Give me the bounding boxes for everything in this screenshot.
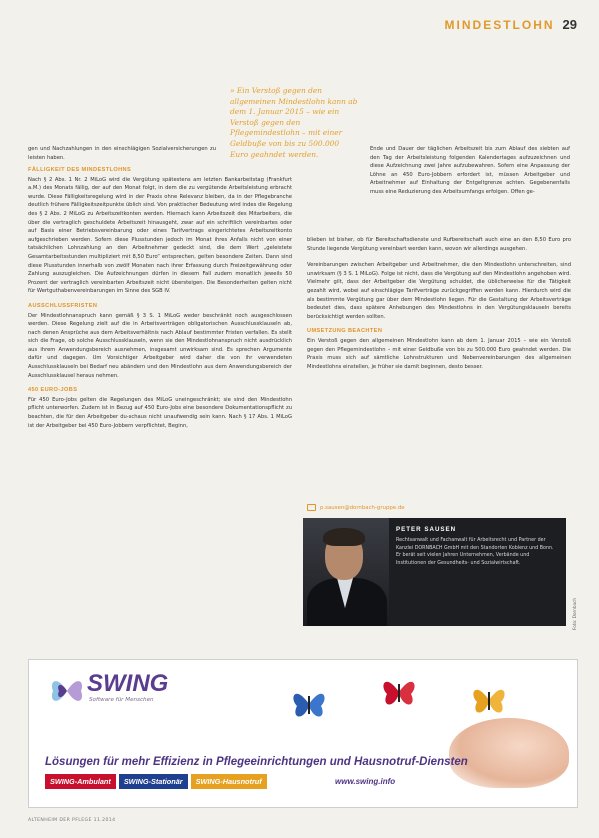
paragraph: gen und Nachzahlungen in den einschlägigen Sozialversicherungen zu leisten haben. (28, 146, 216, 161)
paragraph: Für 450 Euro-Jobs gelten die Regelungen des MiLoG uneingeschränkt; sie sind den Mindestlohn pflicht unterworfen. Zudem ist in Bezug auf 450 Euro-Jobs eine besondere Dokumentationspflicht zu beachten, die für den Arbeitgeber du-schaus nicht unaufwendig sein kann. Nach § 17 Abs. 1 MiLoG ist der Arbeitgeber bei 450 Euro-Jobbern verpflichtet, Beginn, (28, 396, 292, 429)
hand-image (449, 718, 569, 788)
paragraph: Ein Verstoß gegen den allgemeinen Mindestlohn kann ab dem 1. Januar 2015 – wie ein Verstoß gegen den Pflegemindestlohn – mit einer Geldbuße von bis zu 500.000 Euro geahndet werden. Die Praxis muss sich auf sämtliche Lohnstrukturen und Nebenvereinbarungen des allgemeinen Mindestlohns einstellen, je früher sie damit beginnen, desto besser. (307, 337, 571, 370)
section-heading: 450 EURO-JOBS (28, 387, 78, 394)
email-link[interactable]: p.sausen@dornbach-gruppe.de (320, 504, 405, 511)
author-description: Rechtsanwalt und Fachanwalt für Arbeitsrecht und Partner der Kanzlei DORNBACH GmbH mit den Standorten Koblenz und Bonn. Er berät seit vielen Jahren Unternehmen, Verbände und Institutionen der Gesundheits- und Sozialwirtschaft. (396, 538, 554, 566)
ad-headline: Lösungen für mehr Effizienz in Pflegeeinrichtungen und Hausnotruf-Diensten (45, 756, 468, 768)
right-column-top (370, 145, 570, 197)
paragraph: Vereinbarungen zwischen Arbeitgeber und Arbeitnehmer, die den Mindestlohn unterschreiten, sind unwirksam (§ 3 S. 1 MiLoG). Folge ist nicht, dass die Vergütung auf den Mindestlohn angehoben wird. Vielmehr gilt, dass der Arbeitgeber die Vergütung schuldet, die üblicherweise für die Tätigkeit gezahlt wird, wobei auf einschlägige Tarifverträge zurückgegriffen werden kann. Hierdurch wird die als bestimmte Vergütung gar über dem Mindestlohn liegen. Für die Gestaltung der Arbeitsverträge bedeutet dies, dass spätere Anhebungen des Mindestlohns in den Vergütungsklauseln bereits berücksichtigt werden sollten. (307, 262, 571, 320)
brand-tagline: Software für Menschen (89, 697, 154, 703)
author-bio (396, 526, 560, 567)
swing-ambulant-button[interactable]: SWING-Ambulant (45, 774, 116, 789)
author-name: PETER SAUSEN (396, 526, 457, 533)
left-column-top (28, 145, 216, 162)
advertisement[interactable] (28, 659, 578, 808)
author-photo (303, 518, 389, 626)
paragraph: Nach § 2 Abs. 1 Nr. 2 MiLoG wird die Vergütung spätestens am letzten Bankarbeitstag (Frankfurt a.M.) des Monats fällig, der auf den Monat folgt, in dem die zu vergütende Arbeitsleistung erbracht wurde. Diese Fälligkeitsregelung wird in der Praxis ohne Relevanz bleiben, da in der Pflegebranche deutlich frühere Fälligkeitszeitpunkte üblich sind. Von praktischer Bedeutung wird indes die Regelung des § 2 Abs. 2 MiLoG zu Arbeitszeitkonten werden. Hiernach kann Arbeitszeit des Mitarbeiters, die über die vertraglich geschuldete Arbeitszeit hinausgeht, zwar auf ein schriftlich vereinbartes oder auf Basis einer Betriebsvereinbarung oder eines Tarifvertrags eingerichtetes Arbeitszeitkonto aufgeschrieben werden. Sofern diese Plusstunden jedoch im Monat ihres Anfalls nicht von einer tatsächlichen Lohnzahlung an den Arbeitnehmer gedeckt sind, die dem Wert „geleistete Gesamtarbeitsstunden multipliziert mit 8,50 Euro“ entsprechen, gelten besondere Zeiten. Dann sind diese Plusstunden innerhalb von zwölf Monaten nach ihrer Erfassung durch Freizeitgewährung oder Zahlung auszugleichen. Die Aufzeichnungen dürfen in diesem Fall zudem monatlich jeweils 50 Prozent der vertraglich vereinbarten Arbeitszeit nicht übersteigen. Die Besonderheiten gelten nicht für Wertguthabenvereinbarungen im Sinne des SGB IV. (28, 176, 292, 295)
photo-credit: Foto: Dornbach (572, 597, 577, 630)
page-number: 29 (562, 17, 577, 32)
author-box (303, 518, 566, 626)
pull-quote: » Ein Verstoß gegen den allgemeinen Mindestlohn kann ab dem 1. Januar 2015 – wie ein Verstoß gegen den Pflegemindestlohn – mit einer Geldbuße von bis zu 500.000 Euro geahndet werden. (230, 86, 358, 159)
section-heading: FÄLLIGKEIT DES MINDESTLOHNS (28, 167, 132, 173)
left-column (28, 162, 292, 430)
swing-stationaer-button[interactable]: SWING-Stationär (119, 774, 188, 789)
right-column (307, 236, 571, 371)
paragraph: blieben ist bisher, ob für Bereitschaftsdienste und Rufbereitschaft auch eine an den 8,50 Euro pro Stunde liegende Vergütung vereinbart werden kann, wovon wir allerdings ausgehen. (307, 237, 571, 252)
page-header (445, 17, 577, 32)
section-heading: UMSETZUNG BEACHTEN (307, 328, 383, 335)
swing-logo-icon (47, 673, 87, 709)
ad-url[interactable]: www.swing.info (335, 777, 396, 786)
page-footer: ALTENHEIM DER PFLEGE 11.2014 (28, 818, 116, 823)
brand-name: SWING (87, 670, 169, 697)
ad-product-buttons (45, 774, 267, 789)
paragraph: Der Mindestlohnanspruch kann gemäß § 3 S. 1 MiLoG weder beschränkt noch ausgeschlossen werden. Diese Regelung zielt auf die in Arbeitsverträgen obligatorischen Ausschlussklauseln ab, nach denen Ansprüche aus dem Arbeitsverhältnis nach Ablauf bestimmter Fristen verfallen. Es stellt sich die Frage, ob solche Ausschlussklauseln, wenn sie den Mindestlohnanspruch nicht ausdrücklich aus ihrem Anwendungsbereich ausnehmen, insgesamt unwirksam sind. Es sprechen Argumente dafür und dagegen. Um Vorsichtiger Arbeitgeber wird daher die von ihr verwendeten Ausschlussklauseln bei Bedarf neu abändern und den Mindestlohn aus dem Anwendungsbereich der Ausschlussklausel heraus nehmen. (28, 312, 292, 379)
author-email[interactable] (307, 504, 405, 511)
mail-icon (307, 504, 316, 511)
photo-hair (323, 528, 365, 546)
swing-hausnotruf-button[interactable]: SWING-Hausnotruf (191, 774, 267, 789)
section-heading: AUSSCHLUSSFRISTEN (28, 302, 98, 309)
section-title: MINDESTLOHN (444, 18, 555, 32)
paragraph: Ende und Dauer der täglichen Arbeitszeit bis zum Ablauf des siebten auf den Tag der Arbeitsleistung folgenden Kalendertages aufzuzeichnen und diese Aufzeichnung zwei Jahre aufzubewahren. Sofern eine Anpassung der Löhne an 450 Euro-Jobbern erfordert ist, müssen Arbeitgeber und Arbeitnehmer auf Einhaltung der Entgeltgrenze achten. Gegebenenfalls muss eine Reduzierung des Arbeitsumfangs erfolgen. Offen ge- (370, 146, 570, 195)
